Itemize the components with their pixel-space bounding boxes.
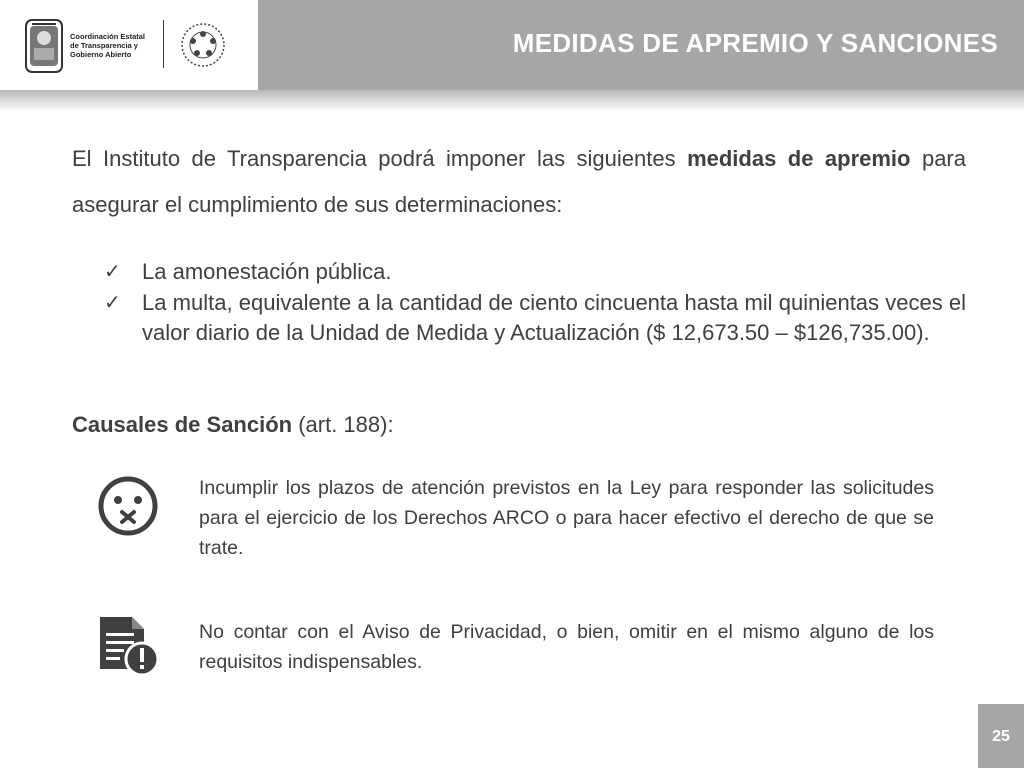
list-item-text: La multa, equivalente a la cantidad de ciento cincuenta hasta mil quinientas veces el valor diario de la Unidad de Medida y Actualización ($ 12,673.50 – $126,735.00). xyxy=(142,289,966,345)
speechless-face-icon xyxy=(96,474,160,538)
logo-line-3: Gobierno Abierto xyxy=(70,50,132,59)
cause-text-1: Incumplir los plazos de atención previstos en la Ley para responder las solicitudes para el ejercicio de los Derechos ARCO o para hacer efectivo el derecho de que se trate. xyxy=(199,477,934,559)
causales-rest: (art. 188): xyxy=(292,412,394,437)
document-warning-icon xyxy=(96,613,162,679)
measures-list xyxy=(104,257,966,349)
logo-divider xyxy=(163,20,164,68)
page-number-box xyxy=(978,704,1024,768)
intro-bold-text: medidas de apremio xyxy=(687,146,911,171)
list-item xyxy=(104,288,966,349)
slide-title: MEDIDAS DE APREMIO Y SANCIONES xyxy=(512,28,998,58)
checkmark-icon: ✓ xyxy=(104,291,121,314)
list-item xyxy=(104,257,966,288)
intro-text-after: para asegurar el cumplimiento de sus determinaciones: xyxy=(72,146,966,217)
checkmark-icon: ✓ xyxy=(104,261,121,283)
page-number: 25 xyxy=(992,728,1010,745)
state-coat-of-arms-logo xyxy=(24,18,64,74)
logo-text xyxy=(70,32,145,59)
header-shadow xyxy=(0,90,1024,112)
causales-heading xyxy=(72,410,394,440)
list-item-text: La amonestación pública. xyxy=(142,259,392,284)
intro-paragraph xyxy=(72,136,966,228)
header-bar xyxy=(0,0,1024,90)
transparency-seal-logo xyxy=(178,18,228,72)
cause-text-2: No contar con el Aviso de Privacidad, o bien, omitir en el mismo alguno de los requisitos indispensables. xyxy=(199,621,934,673)
causales-bold: Causales de Sanción xyxy=(72,412,293,437)
intro-text-before: El Instituto de Transparencia podrá imponer las siguientes xyxy=(72,146,688,171)
logo-line-1: Coordinación Estatal xyxy=(70,32,146,41)
logo-line-2: de Transparencia y xyxy=(70,41,138,50)
logo-panel xyxy=(0,0,258,90)
